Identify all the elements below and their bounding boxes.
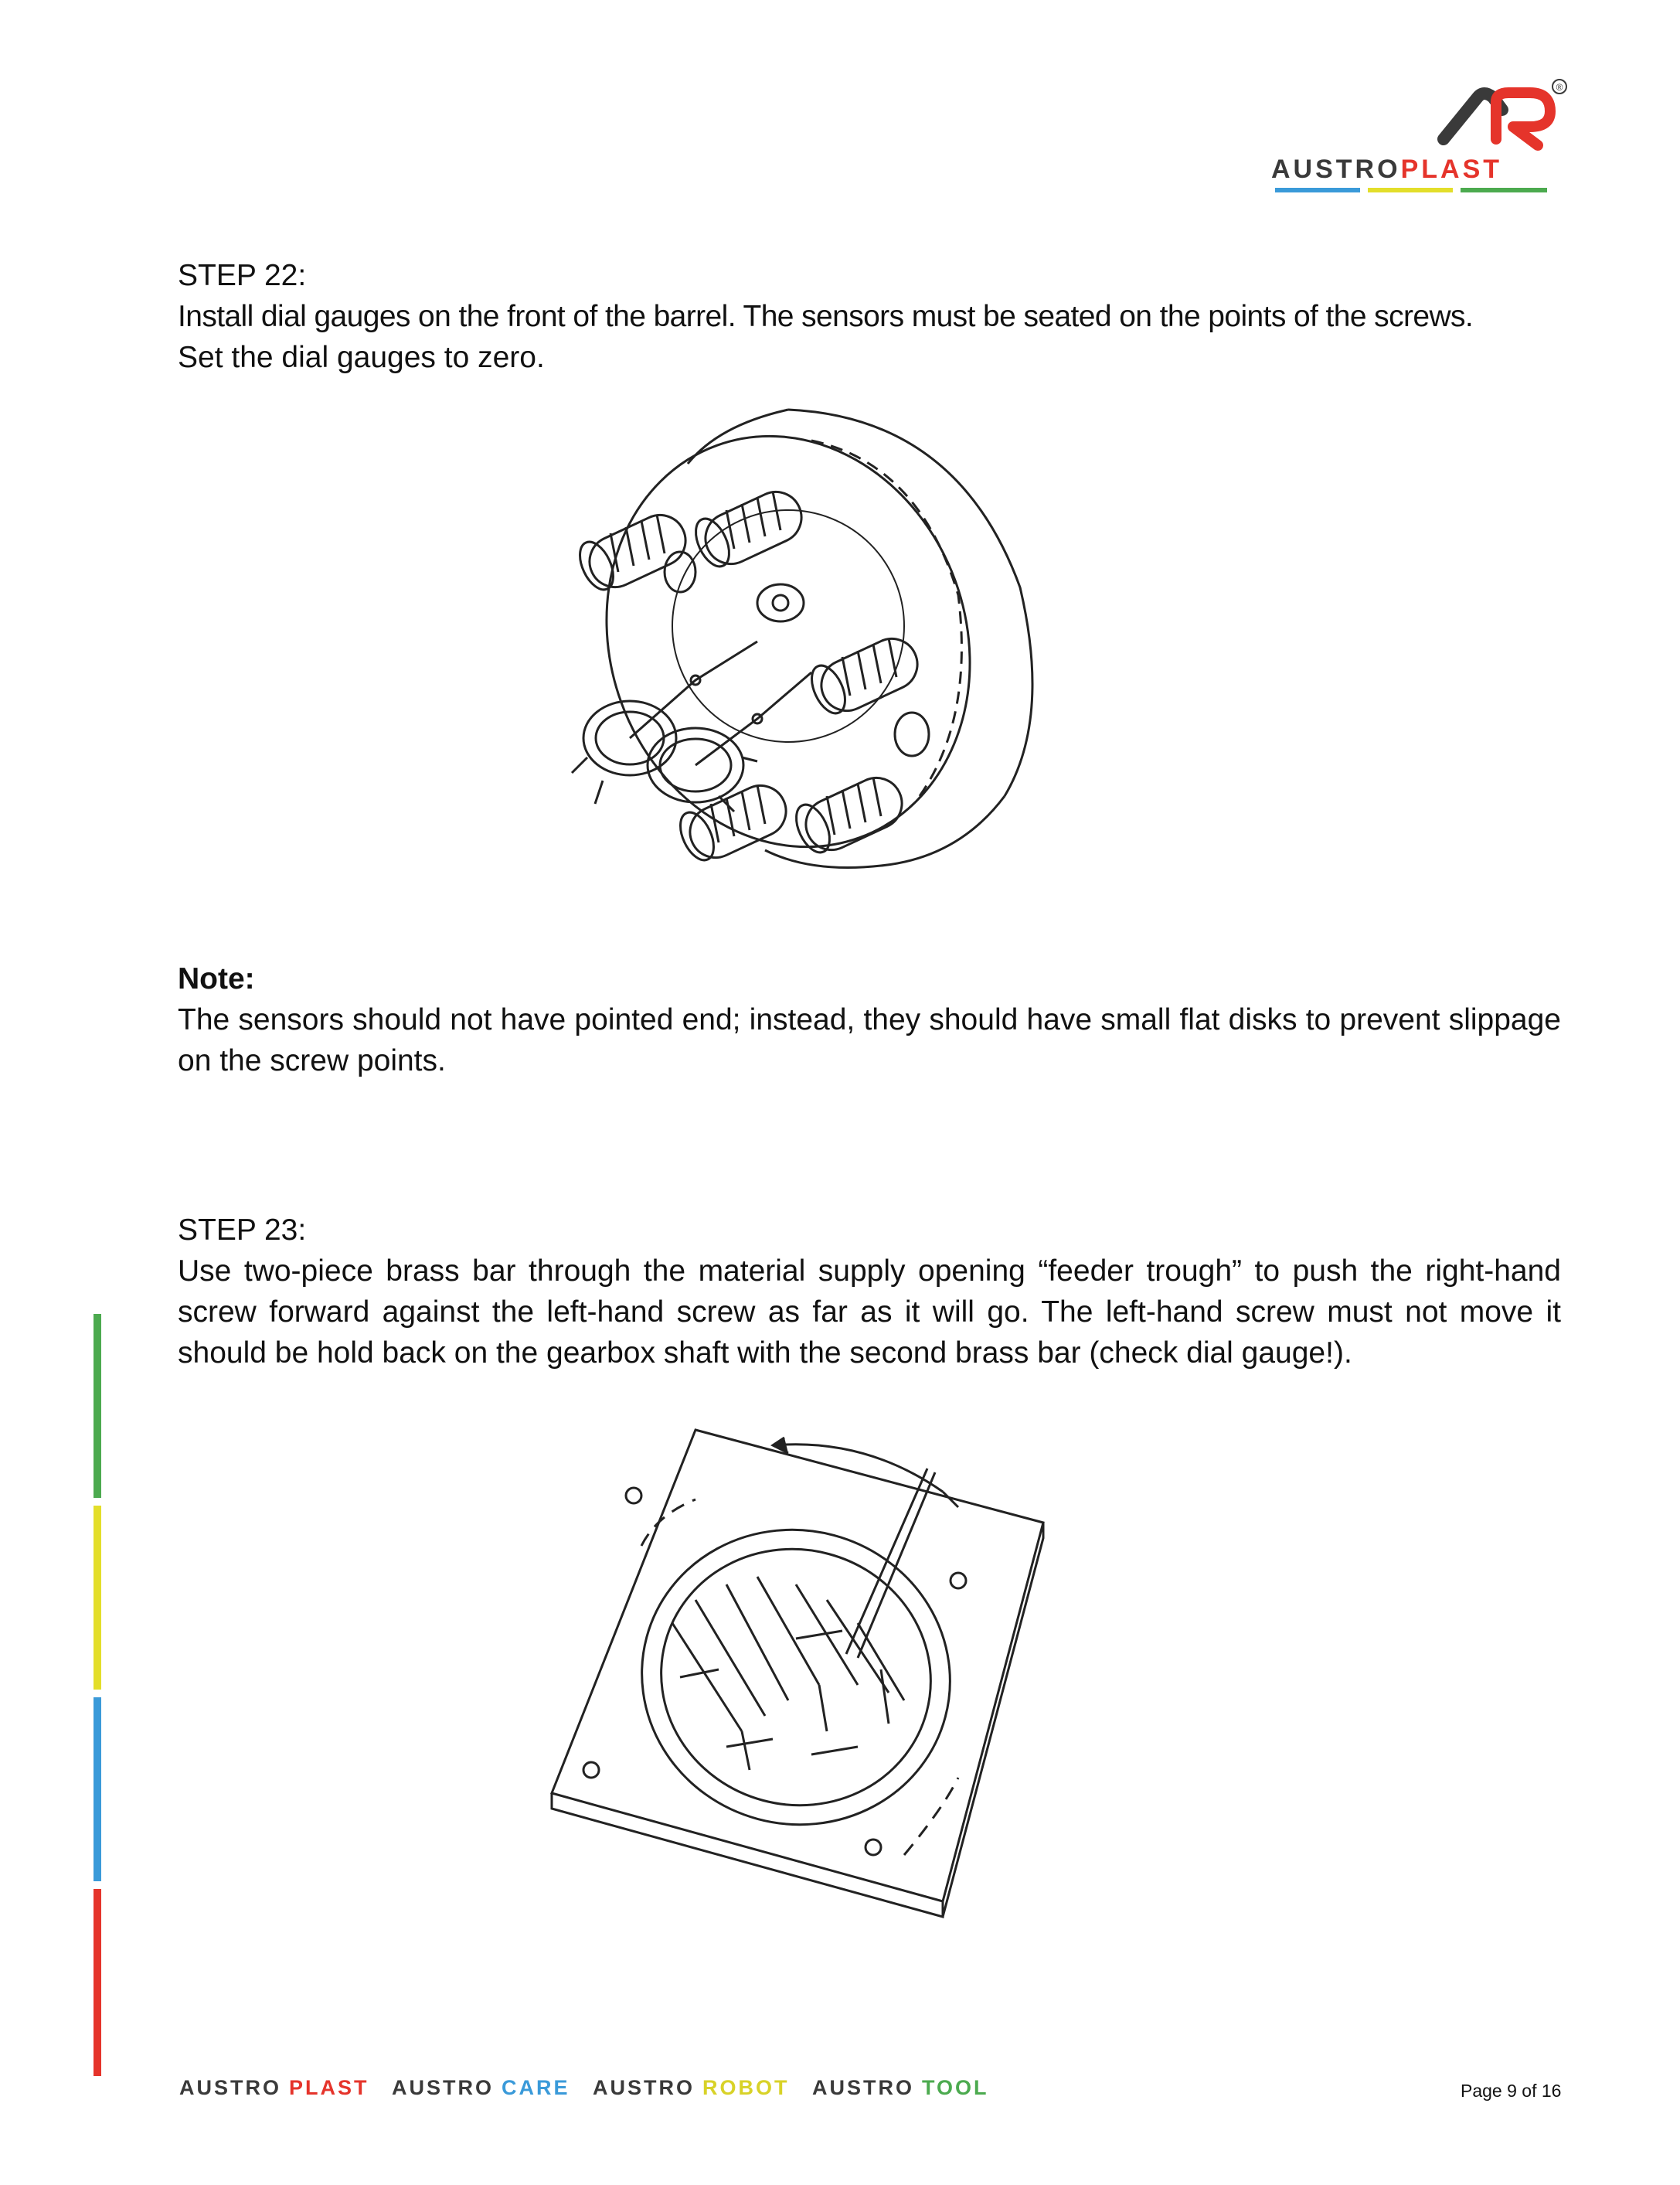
side-bar-red — [94, 1889, 101, 2076]
step23-text: Use two-piece brass bar through the material supply opening “feeder trough” to push the right-hand screw forward against the left-hand screw as far as it will go. The left-hand screw must not move it should be hold back on the gearbox shaft with the second brass bar (check dial gauge!). — [178, 1254, 1561, 1370]
step22-line1: Install dial gauges on the front of the barrel. The sensors must be seated on the points of the screws. — [178, 300, 1474, 333]
dial-gauge-illustration — [556, 394, 1082, 897]
footer-brand-list — [179, 2076, 1005, 2100]
side-bar-green — [94, 1314, 101, 1498]
footer-brand-austrotool: AUSTRO TOOL — [812, 2076, 989, 2099]
side-bar-blue — [94, 1697, 101, 1881]
dial-gauges — [572, 584, 811, 812]
screw-bottom-right — [790, 770, 910, 859]
footer-brand-austrorobot: AUSTRO ROBOT — [593, 2076, 790, 2099]
footer-brand-austrocare: AUSTRO CARE — [392, 2076, 570, 2099]
logo-underline-yellow — [1368, 188, 1453, 192]
screw-mid-right — [805, 631, 926, 720]
registered-mark: ® — [1556, 82, 1563, 93]
logo-word-austro: AUSTRO — [1271, 155, 1401, 184]
note-text: The sensors should not have pointed end; instead, they should have small flat disks to prevent slippage on the screw points. — [178, 1003, 1561, 1077]
logo-wordmark — [1271, 155, 1565, 192]
page-number: Page 9 of 16 — [1461, 2081, 1562, 2101]
logo-underline-green — [1461, 188, 1547, 192]
logo-word-plast: PLAST — [1400, 155, 1503, 184]
note-block — [178, 958, 1561, 1081]
screw-top-right — [689, 484, 810, 573]
step22-block — [178, 255, 1561, 378]
side-bar-yellow — [94, 1506, 101, 1690]
step22-heading: STEP 22: — [178, 259, 307, 292]
step23-block — [178, 1210, 1561, 1373]
footer-brand-austroplast: AUSTRO PLAST — [179, 2076, 369, 2099]
note-heading: Note: — [178, 962, 255, 996]
logo-underline-blue — [1275, 188, 1360, 192]
austroplast-logo-icon — [1422, 76, 1569, 161]
screw-top-left — [573, 507, 694, 596]
brass-bar-illustration — [541, 1422, 1082, 1940]
step23-heading: STEP 23: — [178, 1213, 307, 1247]
step22-line2: Set the dial gauges to zero. — [178, 341, 545, 374]
